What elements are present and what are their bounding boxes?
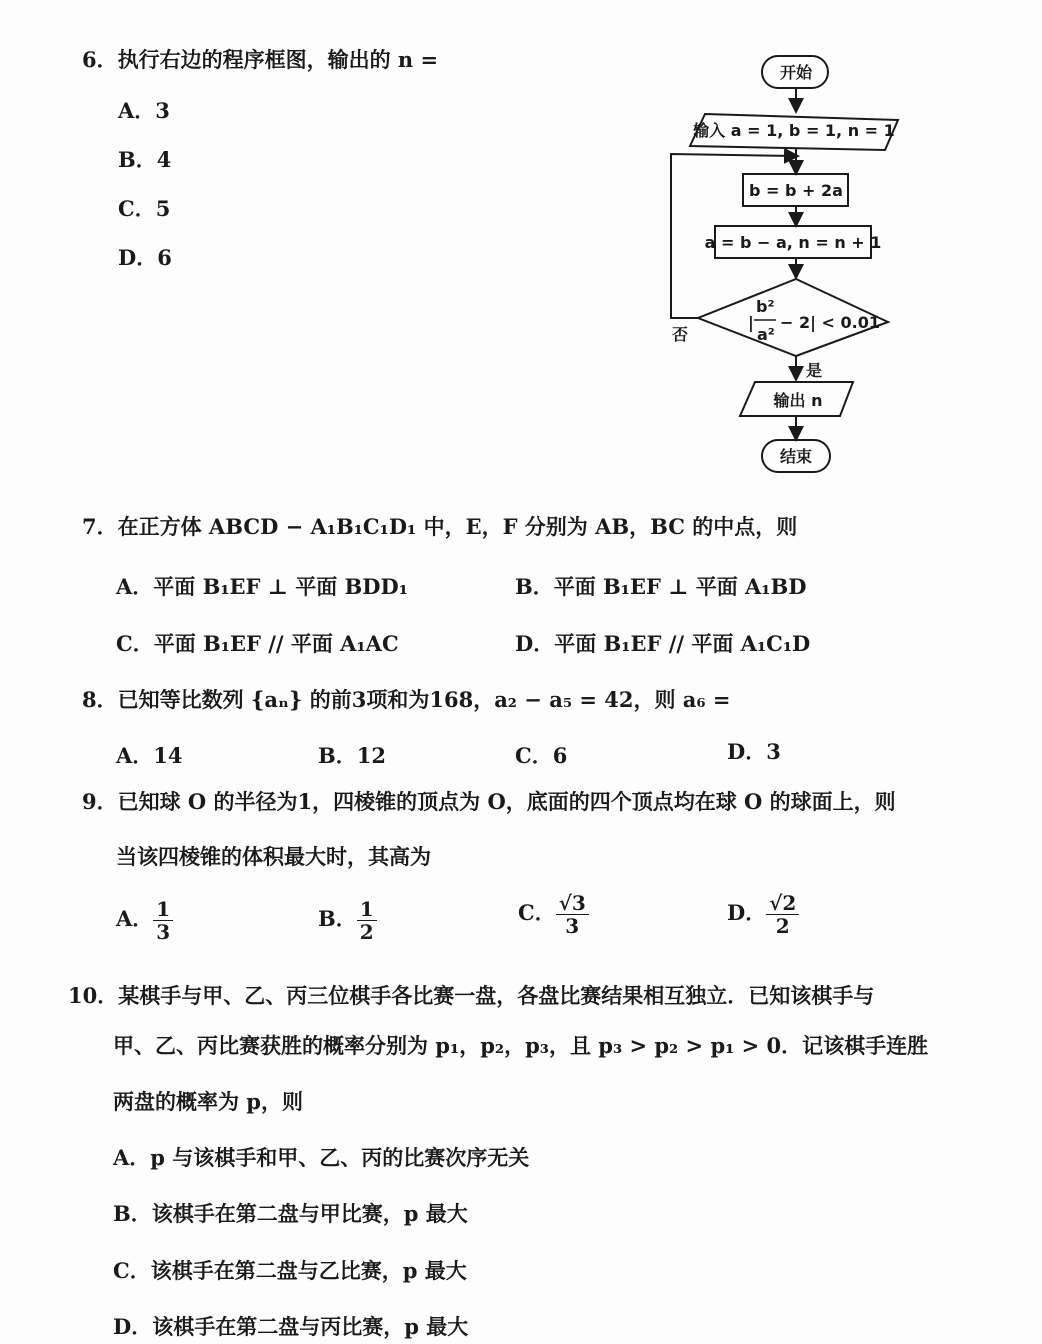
q10-option-a: A．p 与该棋手和甲、乙、丙的比赛次序无关 bbox=[113, 1145, 530, 1170]
option-label: C． bbox=[518, 900, 556, 925]
start-label: 开始 bbox=[779, 63, 813, 82]
q9-option-b bbox=[318, 898, 377, 943]
q9-stem-line1: 9．已知球 O 的半径为1，四棱锥的顶点为 O，底面的四个顶点均在球 O 的球面上，则 bbox=[82, 789, 896, 814]
yes-label: 是 bbox=[806, 361, 823, 380]
cond-num: b² bbox=[756, 297, 775, 316]
q7-option-d: D．平面 B₁EF // 平面 A₁C₁D bbox=[515, 631, 811, 656]
step1-label: b = b + 2a bbox=[749, 181, 843, 200]
option-label: A． bbox=[116, 906, 154, 931]
numerator: 1 bbox=[357, 898, 377, 921]
q10-stem-line3: 两盘的概率为 p，则 bbox=[113, 1089, 303, 1114]
denominator: 3 bbox=[156, 920, 171, 944]
q6-stem: 6．执行右边的程序框图，输出的 n = bbox=[82, 47, 439, 72]
numerator: 1 bbox=[153, 898, 173, 921]
q7-option-a: A．平面 B₁EF ⊥ 平面 BDD₁ bbox=[116, 574, 408, 599]
flowchart bbox=[660, 50, 910, 480]
q9-stem-line2: 当该四棱锥的体积最大时，其高为 bbox=[116, 844, 431, 869]
step2-label: a = b − a, n = n + 1 bbox=[704, 233, 882, 252]
q8-option-d: D．3 bbox=[727, 739, 781, 764]
q10-stem-line1: 10．某棋手与甲、乙、丙三位棋手各比赛一盘，各盘比赛结果相互独立．已知该棋手与 bbox=[68, 983, 875, 1008]
end-label: 结束 bbox=[779, 447, 813, 466]
option-label: B． bbox=[318, 906, 357, 931]
q7-stem: 7．在正方体 ABCD − A₁B₁C₁D₁ 中，E，F 分别为 AB，BC 的中点，则 bbox=[82, 514, 798, 539]
denominator: 2 bbox=[359, 920, 374, 944]
q6-option-d: D．6 bbox=[118, 245, 172, 270]
q10-option-d: D．该棋手在第二盘与丙比赛，p 最大 bbox=[113, 1314, 469, 1339]
q8-stem: 8．已知等比数列 {aₙ} 的前3项和为168，a₂ − a₅ = 42，则 a₆ = bbox=[82, 687, 731, 712]
q6-option-a: A．3 bbox=[118, 98, 170, 123]
numerator: √2 bbox=[766, 892, 799, 915]
q9-option-c bbox=[518, 892, 589, 937]
cond-right: − 2| < 0.01 bbox=[780, 313, 880, 332]
cond-left: | bbox=[748, 313, 754, 332]
q8-option-b: B．12 bbox=[318, 743, 386, 768]
q10-option-c: C．该棋手在第二盘与乙比赛，p 最大 bbox=[113, 1258, 467, 1283]
denominator: 3 bbox=[565, 914, 580, 938]
q8-option-a: A．14 bbox=[116, 743, 183, 768]
q7-option-c: C．平面 B₁EF // 平面 A₁AC bbox=[116, 631, 399, 656]
q6-option-c: C．5 bbox=[118, 196, 171, 221]
output-label: 输出 n bbox=[773, 391, 823, 410]
denominator: 2 bbox=[775, 914, 790, 938]
option-label: D． bbox=[727, 900, 767, 925]
numerator: √3 bbox=[556, 892, 589, 915]
q10-option-b: B．该棋手在第二盘与甲比赛，p 最大 bbox=[113, 1201, 468, 1226]
q6-option-b: B．4 bbox=[118, 147, 172, 172]
q8-option-c: C．6 bbox=[515, 743, 568, 768]
q9-option-d bbox=[727, 892, 799, 937]
no-label: 否 bbox=[672, 325, 689, 344]
q7-option-b: B．平面 B₁EF ⊥ 平面 A₁BD bbox=[515, 574, 807, 599]
cond-den: a² bbox=[757, 325, 775, 344]
q9-option-a bbox=[116, 898, 173, 943]
q10-stem-line2: 甲、乙、丙比赛获胜的概率分别为 p₁，p₂，p₃，且 p₃ > p₂ > p₁ > 0．记该棋手连胜 bbox=[113, 1033, 929, 1058]
input-label: 输入 a = 1, b = 1, n = 1 bbox=[693, 121, 895, 140]
